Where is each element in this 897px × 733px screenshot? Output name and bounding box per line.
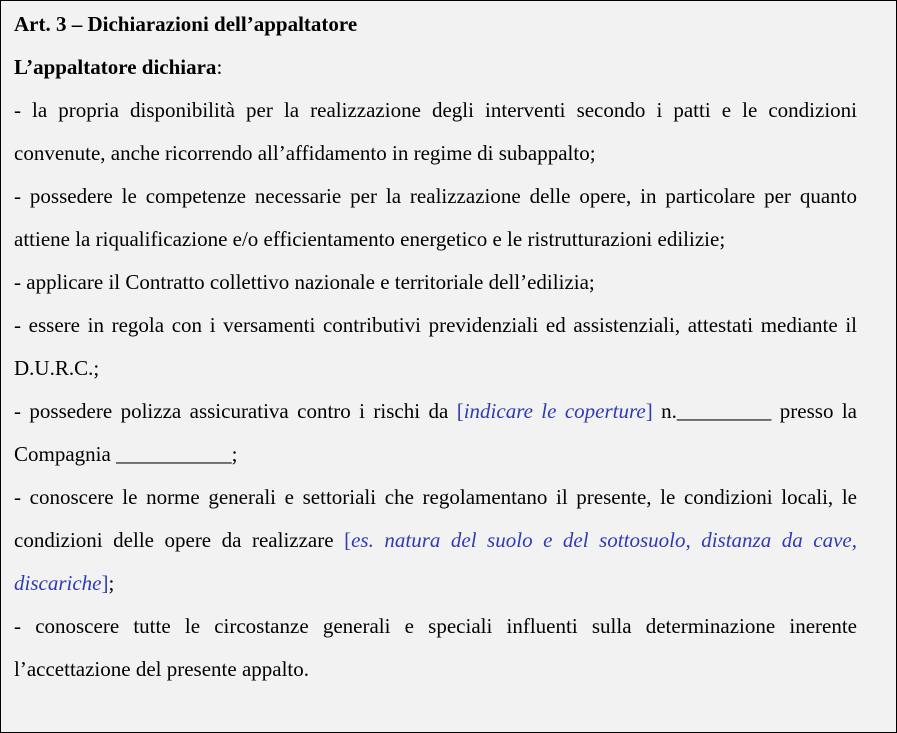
intro-bold: L’appaltatore dichiara xyxy=(14,55,217,79)
intro-colon: : xyxy=(216,55,223,79)
norms-suffix: ; xyxy=(108,571,115,595)
insurance-open-bracket: [ xyxy=(456,399,464,423)
list-item-circumstances: - conoscere tutte le circostanze generali e speciali influenti sulla determinazione inerente l’accettazione del presente appalto. xyxy=(14,614,857,681)
list-item-availability: - la propria disponibilità per la realizzazione degli interventi secondo i patti e le condizioni convenute, anche ricorrendo all’affidamento in regime di subappalto; xyxy=(14,98,857,165)
list-item-competences: - possedere le competenze necessarie per la realizzazione delle opere, in particolare per quanto attiene la riqualificazione e/o efficientamento energetico e le ristrutturazioni edilizie; xyxy=(14,184,857,251)
insurance-suffix: n._________ presso la Compagnia ___________; xyxy=(14,399,857,466)
insurance-placeholder: indicare le coperture xyxy=(463,399,646,423)
norms-prefix: - conoscere le norme generali e settoriali che regolamentano il presente, le condizioni locali, le condizioni delle opere da realizzare xyxy=(14,485,857,552)
article-title: Art. 3 – Dichiarazioni dell’appaltatore xyxy=(14,12,358,36)
list-item-durc: - essere in regola con i versamenti contributivi previdenziali ed assistenziali, attestati mediante il D.U.R.C.; xyxy=(14,313,857,380)
list-item-contract: - applicare il Contratto collettivo nazionale e territoriale dell’edilizia; xyxy=(14,270,595,294)
norms-placeholder: es. natura del suolo e del sottosuolo, distanza da cave, discariche xyxy=(14,528,857,595)
insurance-close-bracket: ] xyxy=(645,399,653,423)
insurance-prefix: - possedere polizza assicurativa contro i rischi da xyxy=(14,399,457,423)
list-item-norms xyxy=(14,476,857,605)
norms-close-bracket: ] xyxy=(101,571,109,595)
list-item-insurance xyxy=(14,390,857,476)
norms-open-bracket: [ xyxy=(344,528,352,552)
intro-line xyxy=(14,46,857,89)
